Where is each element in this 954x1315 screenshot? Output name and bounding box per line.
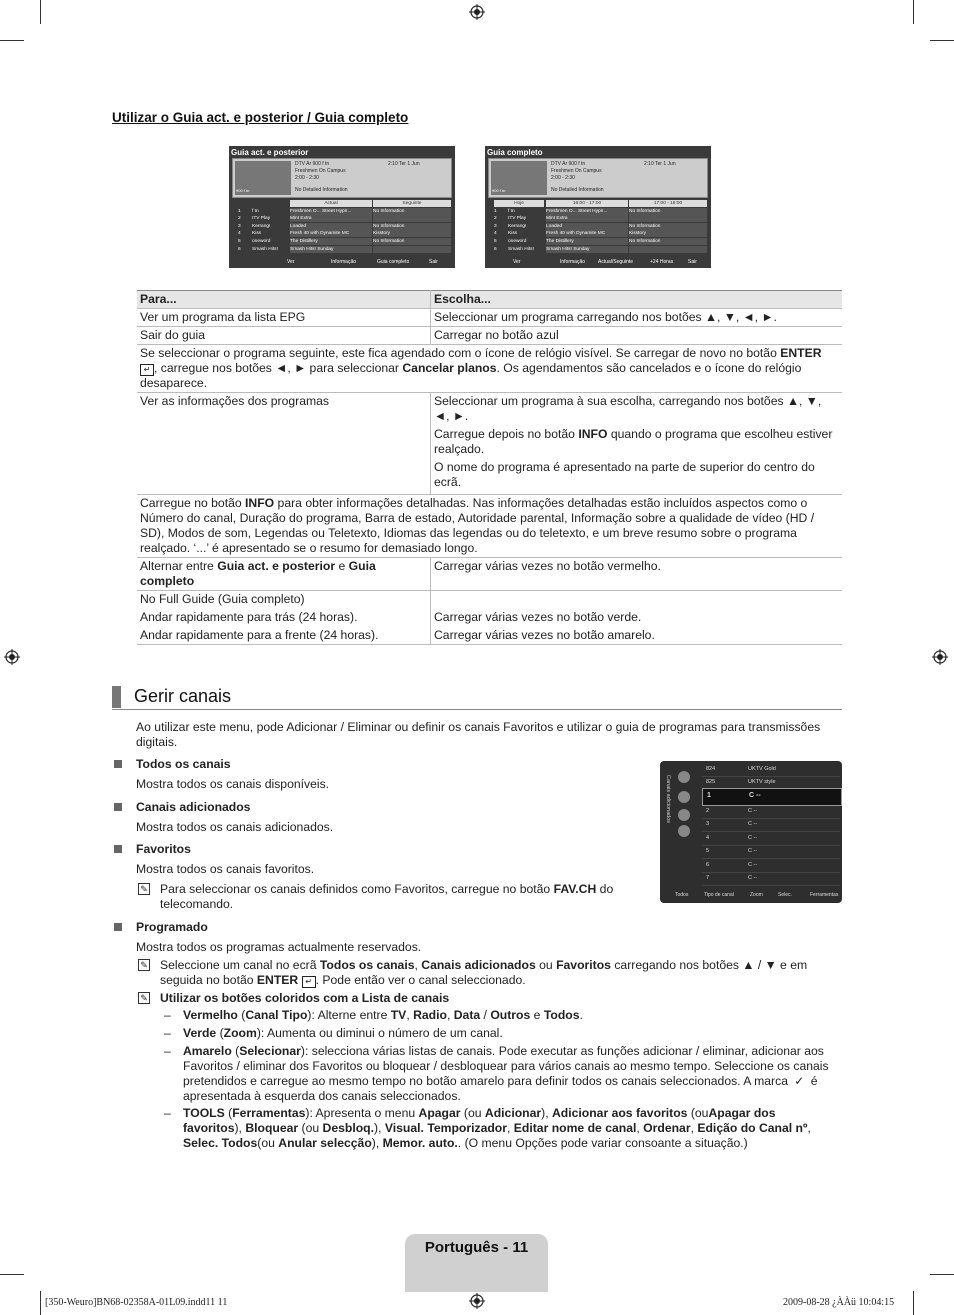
bullet-icon: [114, 803, 122, 811]
crop-mark: [40, 0, 41, 24]
guide-row[interactable]: [232, 215, 452, 223]
section-title-text: Gerir canais: [134, 686, 232, 706]
table-row: [137, 495, 842, 558]
dash: –: [164, 1026, 171, 1040]
guide-full-screen: [485, 146, 711, 268]
channel-row[interactable]: 5 C --: [702, 845, 840, 859]
ch-name: f tn: [252, 208, 259, 214]
guide-row[interactable]: [232, 230, 452, 238]
print-info-right: 2009-08-28 ¿ÀÀü 10:04:15: [783, 1297, 895, 1308]
crop-mark: [913, 1291, 914, 1315]
ch-num: 4: [238, 231, 241, 237]
cell: Sair do guia: [137, 327, 431, 345]
cell: Ver um programa da lista EPG: [137, 309, 431, 327]
prog-now: Smash Hits! Sunday: [546, 246, 628, 253]
guide-row[interactable]: [488, 223, 708, 231]
guide-row[interactable]: [232, 208, 452, 216]
channel-row[interactable]: 3 C --: [702, 818, 840, 832]
footer-all: Todos: [675, 892, 689, 898]
ch-name: Kerrang!: [508, 223, 527, 229]
clock: 2:10 Ter 1 Jun: [644, 161, 676, 167]
cell: Seleccionar um programa à sua escolha, carregando nos botões ▲, ▼, ◄, ►. Carregue depois no botão INFO quando o programa que escolheu estiver realçado. O nome do programa é apresentado na parte de superior do centro do ecrã.: [431, 393, 843, 495]
ch-name: Kerrang!: [252, 223, 271, 229]
bullet-icon: [114, 760, 122, 768]
channel-row[interactable]: 4 C --: [702, 832, 840, 846]
crop-mark: [40, 1291, 41, 1315]
page-number: Português - 11: [424, 1239, 529, 1256]
prog-now: Mint Extra: [546, 215, 628, 222]
clock: 2:10 Ter 1 Jun: [388, 161, 420, 167]
registration-mark-icon: [469, 1293, 485, 1309]
item-desc: Mostra todos os programas actualmente reservados.: [136, 940, 422, 954]
prog-next: Kisstory: [373, 230, 451, 237]
footer-full-guide: Guia completo: [377, 259, 410, 265]
side-label: Canais adicionados: [665, 775, 671, 824]
dash-red: Vermelho (Canal Tipo): Alterne entre TV, Radio, Data / Outros e Todos.: [183, 1008, 583, 1022]
ch-name: oneword: [252, 238, 271, 244]
prog-next: No Information: [629, 238, 707, 245]
section-title: [112, 685, 842, 710]
thumb-label: 900 f tn: [492, 188, 506, 193]
ch-name: ITV Play: [508, 216, 527, 222]
cell: Carregar várias vezes no botão vermelho.: [431, 558, 843, 591]
fav-note: Para seleccionar os canais definidos como Favoritos, carregue no botão FAV.CH do telecomando.: [160, 882, 614, 911]
prog-now: Loaded: [290, 223, 372, 230]
ch-num: 2: [238, 216, 241, 222]
cell: Carregar várias vezes no botão verde. Carregar várias vezes no botão amarelo.: [431, 591, 843, 645]
footer-select: Selec.: [778, 892, 792, 898]
cell: Carregar no botão azul: [431, 327, 843, 345]
dash-tools: TOOLS (Ferramentas): Apresenta o menu Apagar (ou Adicionar), Adicionar aos favoritos (ouApagar dos favoritos), Bloquear (ou Desbloq.), Visual. Temporizador, Editar nome de canal, Ordenar, Edição do Canal nº, Selec. Todos(ou Anular selecção), Memor. auto.. (O menu Opções pode variar consoante a situação.): [183, 1106, 811, 1150]
guide-row[interactable]: [488, 238, 708, 246]
dash: –: [164, 1044, 171, 1058]
program-name: Freshmen On Campus: [295, 168, 346, 174]
prog-next: No Information: [629, 208, 707, 215]
thumb-label: 900 f tn: [236, 188, 250, 193]
section-bar: [112, 686, 121, 708]
channel-row-selected[interactable]: 1 C --: [702, 788, 842, 806]
col-next-header: Seguinte: [373, 200, 451, 207]
channel-row[interactable]: 7 C --: [702, 872, 840, 886]
channel-list-footer: [660, 891, 842, 899]
dash: –: [164, 1008, 171, 1022]
ch-num: 5: [238, 238, 241, 244]
ch-num: 1: [494, 208, 497, 214]
table-row: [137, 345, 842, 393]
prog-next: No Information: [373, 208, 451, 215]
screen-footer: [485, 258, 711, 266]
col-now-header: 16:00 - 17:00: [546, 200, 628, 207]
channel-row[interactable]: 824 UKTV Gold: [702, 763, 840, 777]
no-info-text: No Detailed Information: [295, 187, 348, 193]
footer-now-next: Actual/Seguinte: [598, 259, 634, 265]
ch-num: 3: [494, 223, 497, 229]
program-name: Freshmen On Campus: [551, 168, 602, 174]
channel-row[interactable]: 6 C --: [702, 859, 840, 873]
channel-row[interactable]: 825 UKTV style: [702, 776, 840, 790]
table-header-para: Para...: [137, 291, 431, 309]
note-icon: ✎: [138, 883, 150, 895]
ch-num: 1: [238, 208, 241, 214]
footer-info: Informação: [331, 259, 357, 265]
ch-name: f tn: [508, 208, 515, 214]
note-icon: ✎: [138, 959, 150, 971]
guide-grid: [232, 200, 452, 253]
crop-mark: [913, 0, 914, 24]
program-info-panel: [232, 158, 452, 198]
ch-num: 6: [494, 246, 497, 252]
footer-exit: Sair: [429, 259, 438, 265]
item-desc: Mostra todos os canais favoritos.: [136, 862, 315, 876]
col-now-header: Actual: [290, 200, 372, 207]
print-info-left: [350-Weuro]BN68-02358A-01L09.indd11 11: [45, 1297, 228, 1308]
col-next-header: 17:00 - 18:00: [629, 200, 707, 207]
guide-row[interactable]: [488, 230, 708, 238]
dash-yellow: Amarelo (Selecionar): selecciona várias listas de canais. Pode executar as funções adicionar / eliminar, adicionar aos Favoritos / eliminar dos Favoritos ou bloquear / desbloquear para vários canais ao mesmo tempo. Seleccione os canais pretendidos e carregue ao mesmo tempo no botão amarelo para definir todos os canais seleccionados. A marca ✓ é apresentada à esquerda dos canais seleccionados.: [183, 1044, 829, 1103]
registration-mark-icon: [932, 649, 948, 665]
cell: Seleccionar um programa carregando nos botões ▲, ▼, ◄, ►.: [431, 309, 843, 327]
prog-next: [373, 215, 451, 222]
note-select-channel: Seleccione um canal no ecrã Todos os canais, Canais adicionados ou Favoritos carregando nos botões ▲ / ▼ e em seguida no botão ENTER ↵ . Pode então ver o canal seleccionado.: [160, 958, 808, 987]
guide-grid: [488, 200, 708, 253]
footer-view: Ver: [287, 259, 295, 265]
guide-row[interactable]: [488, 208, 708, 216]
note-color-buttons: Utilizar os botões coloridos com a Lista de canais: [160, 991, 450, 1005]
section-heading: Utilizar o Guia act. e posterior / Guia completo: [112, 110, 409, 125]
item-title: Programado: [136, 920, 208, 934]
checkmark-icon: ✓: [794, 1074, 805, 1088]
channel-row[interactable]: 2 C --: [702, 805, 840, 819]
guide-now-next-screen: [229, 146, 455, 268]
footer-type: Tipo de canal: [704, 892, 734, 898]
prog-now: Freshmen O... Street Hypn...: [290, 208, 372, 215]
program-thumbnail: [235, 161, 291, 195]
item-title: Canais adicionados: [136, 800, 251, 814]
channel-line: DTV Ar 900 f tn: [295, 161, 330, 167]
enter-key-icon: ↵: [302, 976, 316, 988]
prog-next: No Information: [373, 238, 451, 245]
crop-mark: [0, 40, 24, 41]
guide-row[interactable]: [232, 223, 452, 231]
prog-next: No Information: [373, 223, 451, 230]
program-thumbnail: [491, 161, 547, 195]
ch-num: 4: [494, 231, 497, 237]
table-row: [137, 591, 842, 645]
screen-footer: [229, 258, 455, 266]
scheduled-icon: [678, 825, 690, 837]
bullet-icon: [114, 845, 122, 853]
col-day-header: Hoje: [494, 200, 544, 207]
guide-row[interactable]: [488, 246, 708, 254]
note-icon: ✎: [138, 992, 150, 1004]
dash-green: Verde (Zoom): Aumenta ou diminui o número de um canal.: [183, 1026, 503, 1040]
registration-mark-icon: [469, 4, 485, 20]
table-row: [137, 393, 842, 495]
table-row: [137, 327, 842, 345]
program-info-panel: [488, 158, 708, 198]
footer-zoom: Zoom: [750, 892, 763, 898]
ch-name: ITV Play: [252, 216, 271, 222]
screen-title: Guia act. e posterior: [231, 148, 309, 157]
prog-next: Kisstory: [629, 230, 707, 237]
no-info-text: No Detailed Information: [551, 187, 604, 193]
prog-now: The Distillery: [546, 238, 628, 245]
ch-num: 6: [238, 246, 241, 252]
item-title: Todos os canais: [136, 757, 231, 771]
bullet-icon: [114, 923, 122, 931]
item-title: Favoritos: [136, 842, 191, 856]
table-row: [137, 309, 842, 327]
favorites-icon: [678, 809, 690, 821]
prog-now: Loaded: [546, 223, 628, 230]
footer-24h: +24 Horas: [650, 259, 674, 265]
intro-paragraph: Ao utilizar este menu, pode Adicionar / Eliminar ou definir os canais Favoritos e utilizar o guia de programas para transmissões digitais.: [136, 720, 821, 749]
cell: No Full Guide (Guia completo) Andar rapidamente para trás (24 horas). Andar rapidamente para a frente (24 horas).: [137, 591, 431, 645]
prog-next: [629, 215, 707, 222]
crop-mark: [0, 1274, 24, 1275]
cell: Alternar entre Guia act. e posterior e Guia completo: [137, 558, 431, 591]
prog-now: Smash Hits! Sunday: [290, 246, 372, 253]
table-row: [137, 558, 842, 591]
ch-name: oneword: [508, 238, 527, 244]
registration-mark-icon: [4, 649, 20, 665]
ch-name: Smash Hits!: [252, 246, 278, 252]
cell: Se seleccionar o programa seguinte, este fica agendado com o ícone de relógio visível. Se carregar de novo no botão ENTER ↵ , carregue nos botões ◄, ► para seleccionar Cancelar planos. Os agendamentos são cancelados e o ícone do relógio desaparece.: [137, 345, 842, 393]
prog-now: Fresh 40 with Dynamite MC: [546, 230, 628, 237]
guide-row[interactable]: [232, 238, 452, 246]
ch-name: Kiss: [508, 231, 518, 237]
crop-mark: [930, 1274, 954, 1275]
prog-now: Freshmen O... Street Hypn...: [546, 208, 628, 215]
ch-name: Smash Hits!: [508, 246, 534, 252]
ch-num: 3: [238, 223, 241, 229]
channel-list-screen: [660, 761, 842, 903]
table-header-escolha: Escolha...: [431, 291, 843, 309]
footer-view: Ver: [513, 259, 521, 265]
prog-next: [373, 246, 451, 253]
enter-key-icon: ↵: [140, 364, 154, 376]
page-number-tab: [405, 1234, 548, 1292]
footer-info: Informação: [560, 259, 586, 265]
prog-next: No Information: [629, 223, 707, 230]
ch-num: 5: [494, 238, 497, 244]
program-time: 2:00 - 2:30: [295, 175, 319, 181]
prog-next: [629, 246, 707, 253]
crop-mark: [930, 40, 954, 41]
prog-now: Fresh 40 with Dynamite MC: [290, 230, 372, 237]
footer-exit: Sair: [688, 259, 697, 265]
all-channels-icon: [678, 771, 690, 783]
guide-row[interactable]: [488, 215, 708, 223]
ch-name: Kiss: [252, 231, 262, 237]
screen-title: Guia completo: [487, 148, 543, 157]
guide-row[interactable]: [232, 246, 452, 254]
prog-now: The Distillery: [290, 238, 372, 245]
item-desc: Mostra todos os canais adicionados.: [136, 820, 334, 834]
cell: Carregue no botão INFO para obter informações detalhadas. Nas informações detalhadas estão incluídos aspectos como o Número do canal, Duração do programa, Barra de estado, Autoridade parental, Informação sobre a qualidade de vídeo (HD / SD), Modos de som, Legendas ou Teletexto, Idiomas das legendas ou do teletexto, e um breve resumo sobre o programa realçado. ‘...’ é apresentado se o resumo for demasiado longo.: [137, 495, 842, 558]
prog-now: Mint Extra: [290, 215, 372, 222]
instructions-table: [137, 290, 842, 645]
footer-tools: Ferramentas: [810, 892, 839, 898]
dash: –: [164, 1106, 171, 1120]
ch-num: 2: [494, 216, 497, 222]
added-channels-icon: [678, 791, 690, 803]
program-time: 2:00 - 2:30: [551, 175, 575, 181]
channel-line: DTV Ar 900 f tn: [551, 161, 586, 167]
cell: Ver as informações dos programas: [137, 393, 431, 495]
item-desc: Mostra todos os canais disponíveis.: [136, 777, 330, 791]
